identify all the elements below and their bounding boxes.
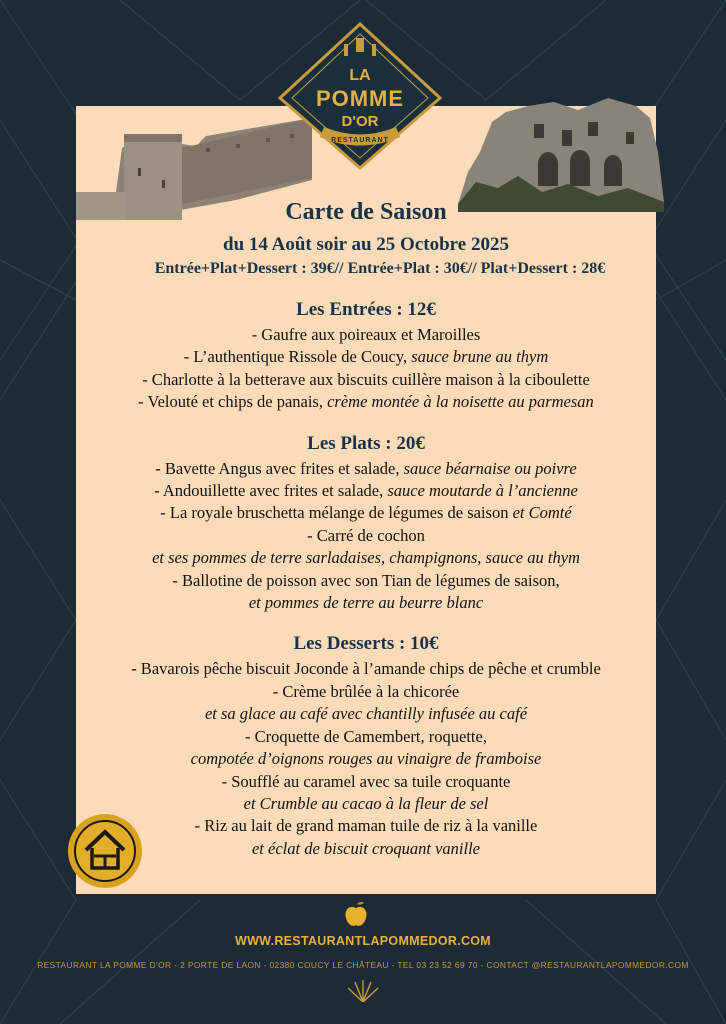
castle-ruins-illustration [458, 92, 668, 212]
list-item: - Bavarois pêche biscuit Joconde à l’amande chips de pêche et crumble [131, 659, 601, 679]
list-item: - Riz au lait de grand maman tuile de riz à la vanille [194, 816, 538, 836]
website-link[interactable]: WWW.RESTAURANTLAPOMMEDOR.COM [234, 934, 492, 948]
list-item-detail: et éclat de biscuit croquant vanille [251, 838, 481, 858]
home-badge-icon[interactable] [66, 812, 144, 890]
apple-icon [344, 900, 368, 928]
menu-content [76, 196, 656, 860]
list-item: - Ballotine de poisson avec son Tian de légumes de saison, [172, 570, 560, 590]
list-item: - Andouillette avec frites et salade, sauce moutarde à l’ancienne [154, 481, 578, 501]
art-deco-fan-ornament [343, 978, 383, 1002]
entrees-section [76, 296, 656, 414]
entrees-title: Les Entrées : 12€ [296, 299, 436, 320]
list-item-detail: et Crumble au cacao à la fleur de sel [243, 793, 489, 813]
list-item: - Bavette Angus avec frites et salade, sauce béarnaise ou poivre [155, 458, 577, 478]
list-item-detail: et sa glace au café avec chantilly infusée au café [204, 704, 528, 724]
logo-line-la: LA [349, 67, 371, 84]
list-item: - Croquette de Camembert, roquette, [245, 726, 487, 746]
menu-title: Carte de Saison [285, 199, 447, 225]
list-item: - Charlotte à la betterave aux biscuits cuillère maison à la ciboulette [142, 369, 590, 389]
footer-address: RESTAURANT LA POMME D'OR - 2 PORTE DE LAON - 02380 COUCY LE CHÂTEAU - TEL 03 23 52 69 70 - CONTACT @RESTAURANTLAPOMMEDOR.COM [37, 960, 689, 970]
logo-line-pomme: POMME [315, 86, 405, 111]
list-item: - L’authentique Rissole de Coucy, sauce brune au thym [183, 347, 549, 367]
list-item: - Carré de cochon [307, 525, 425, 545]
list-item-detail: et ses pommes de terre sarladaises, champignons, sauce au thym [152, 548, 580, 568]
plats-title: Les Plats : 20€ [307, 432, 425, 454]
list-item-detail: et pommes de terre au beurre blanc [248, 593, 484, 613]
list-item: - Gaufre aux poireaux et Maroilles [251, 325, 481, 344]
list-item: - Velouté et chips de panais, crème montée à la noisette au parmesan [138, 392, 594, 412]
desserts-list [76, 658, 656, 860]
logo-ribbon: RESTAURANT [331, 137, 389, 144]
list-item: - Crème brûlée à la chicorée [272, 681, 460, 701]
logo-line-dor: D'OR [341, 113, 379, 130]
menu-prices: Entrée+Plat+Dessert : 39€// Entrée+Plat : 30€// Plat+Dessert : 28€ [154, 260, 606, 277]
desserts-title: Les Desserts : 10€ [293, 633, 439, 655]
desserts-section [76, 630, 656, 860]
list-item: - Soufflé au caramel avec sa tuile croquante [221, 771, 511, 791]
list-item-detail: compotée d’oignons rouges au vinaigre de framboise [190, 749, 542, 769]
plats-section [76, 430, 656, 615]
la-pomme-dor-logo [278, 22, 442, 170]
list-item: - La royale bruschetta mélange de légumes de saison et Comté [160, 503, 572, 523]
menu-dates: du 14 Août soir au 25 Octobre 2025 [223, 234, 509, 255]
